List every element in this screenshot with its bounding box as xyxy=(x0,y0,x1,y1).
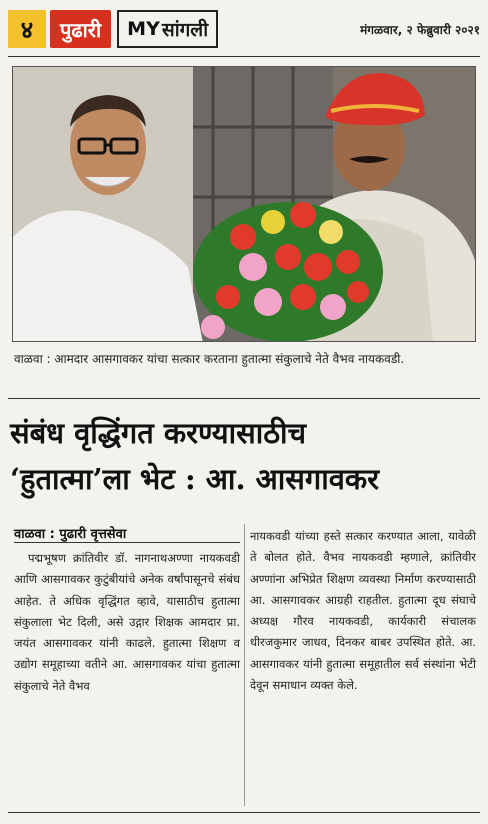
headline xyxy=(10,410,480,502)
news-photo xyxy=(12,66,476,342)
issue-date: मंगळवार, २ फेब्रुवारी २०२१ xyxy=(360,22,480,37)
masthead-logo: पुढारी xyxy=(50,10,111,48)
article-column-2: नायकवडी यांच्या हस्ते सत्कार करण्यात आला, यावेळी ते बोलत होते. वैभव नायकवडी म्हणाले, क्रांतिवीर अण्णांना अभिप्रेत शिक्षण व्यवस्था निर्माण करण्यासाठी आ. आसगावकर आग्रही राहतील. हुतात्मा दूध संघाचे अध्यक्ष गौरव नायकवडी, कार्यकारी संचालक धीरजकुमार जाधव, दिनकर बाबर उपस्थित होते. आ. आसगावकर यांनी हुतात्मा समूहातील सर्व संस्थांना भेटी देवून समाधान व्यक्त केले. xyxy=(250,529,476,693)
edition-label xyxy=(117,10,218,48)
article-column-1: पद्मभूषण क्रांतिवीर डॉ. नागनाथअण्णा नायकवडी आणि आसगावकर कुटुंबीयांचे अनेक वर्षांपासूनचे संबंध आहेत. ते अधिक वृद्धिंगत व्हावे, यासाठीच हुतात्मा संकुलाला भेट दिली, असे उद्गार शिक्षक आमदार प्रा. जयंत आसगावकर यांनी काढले. हुतात्मा शिक्षण व उद्योग समूहाच्या वतीने आ. आसगावकर यांचा हुतात्मा संकुलाचे नेते वैभव xyxy=(14,551,240,693)
caption-rule xyxy=(8,398,480,399)
byline-rule xyxy=(14,542,240,543)
headline-line-2: ‘हुतात्मा’ला भेट : आ. आसगावकर xyxy=(10,462,379,496)
byline: वाळवा : पुढारी वृत्तसेवा xyxy=(14,527,127,542)
edition-name: सांगली xyxy=(161,19,209,41)
flower-bouquet xyxy=(193,202,383,342)
bottom-rule xyxy=(8,812,480,813)
headline-line-1: संबंध वृद्धिंगत करण्यासाठीच xyxy=(10,416,306,450)
page-number: ४ xyxy=(8,10,46,48)
page-header xyxy=(8,8,480,50)
photo-illustration xyxy=(13,67,476,342)
edition-prefix: MY xyxy=(127,18,160,40)
column-divider xyxy=(244,524,245,806)
photo-caption: वाळवा : आमदार आसगावकर यांचा सत्कार करताना हुतात्मा संकुलाचे नेते वैभव नायकवडी. xyxy=(14,352,405,366)
header-rule xyxy=(8,56,480,57)
